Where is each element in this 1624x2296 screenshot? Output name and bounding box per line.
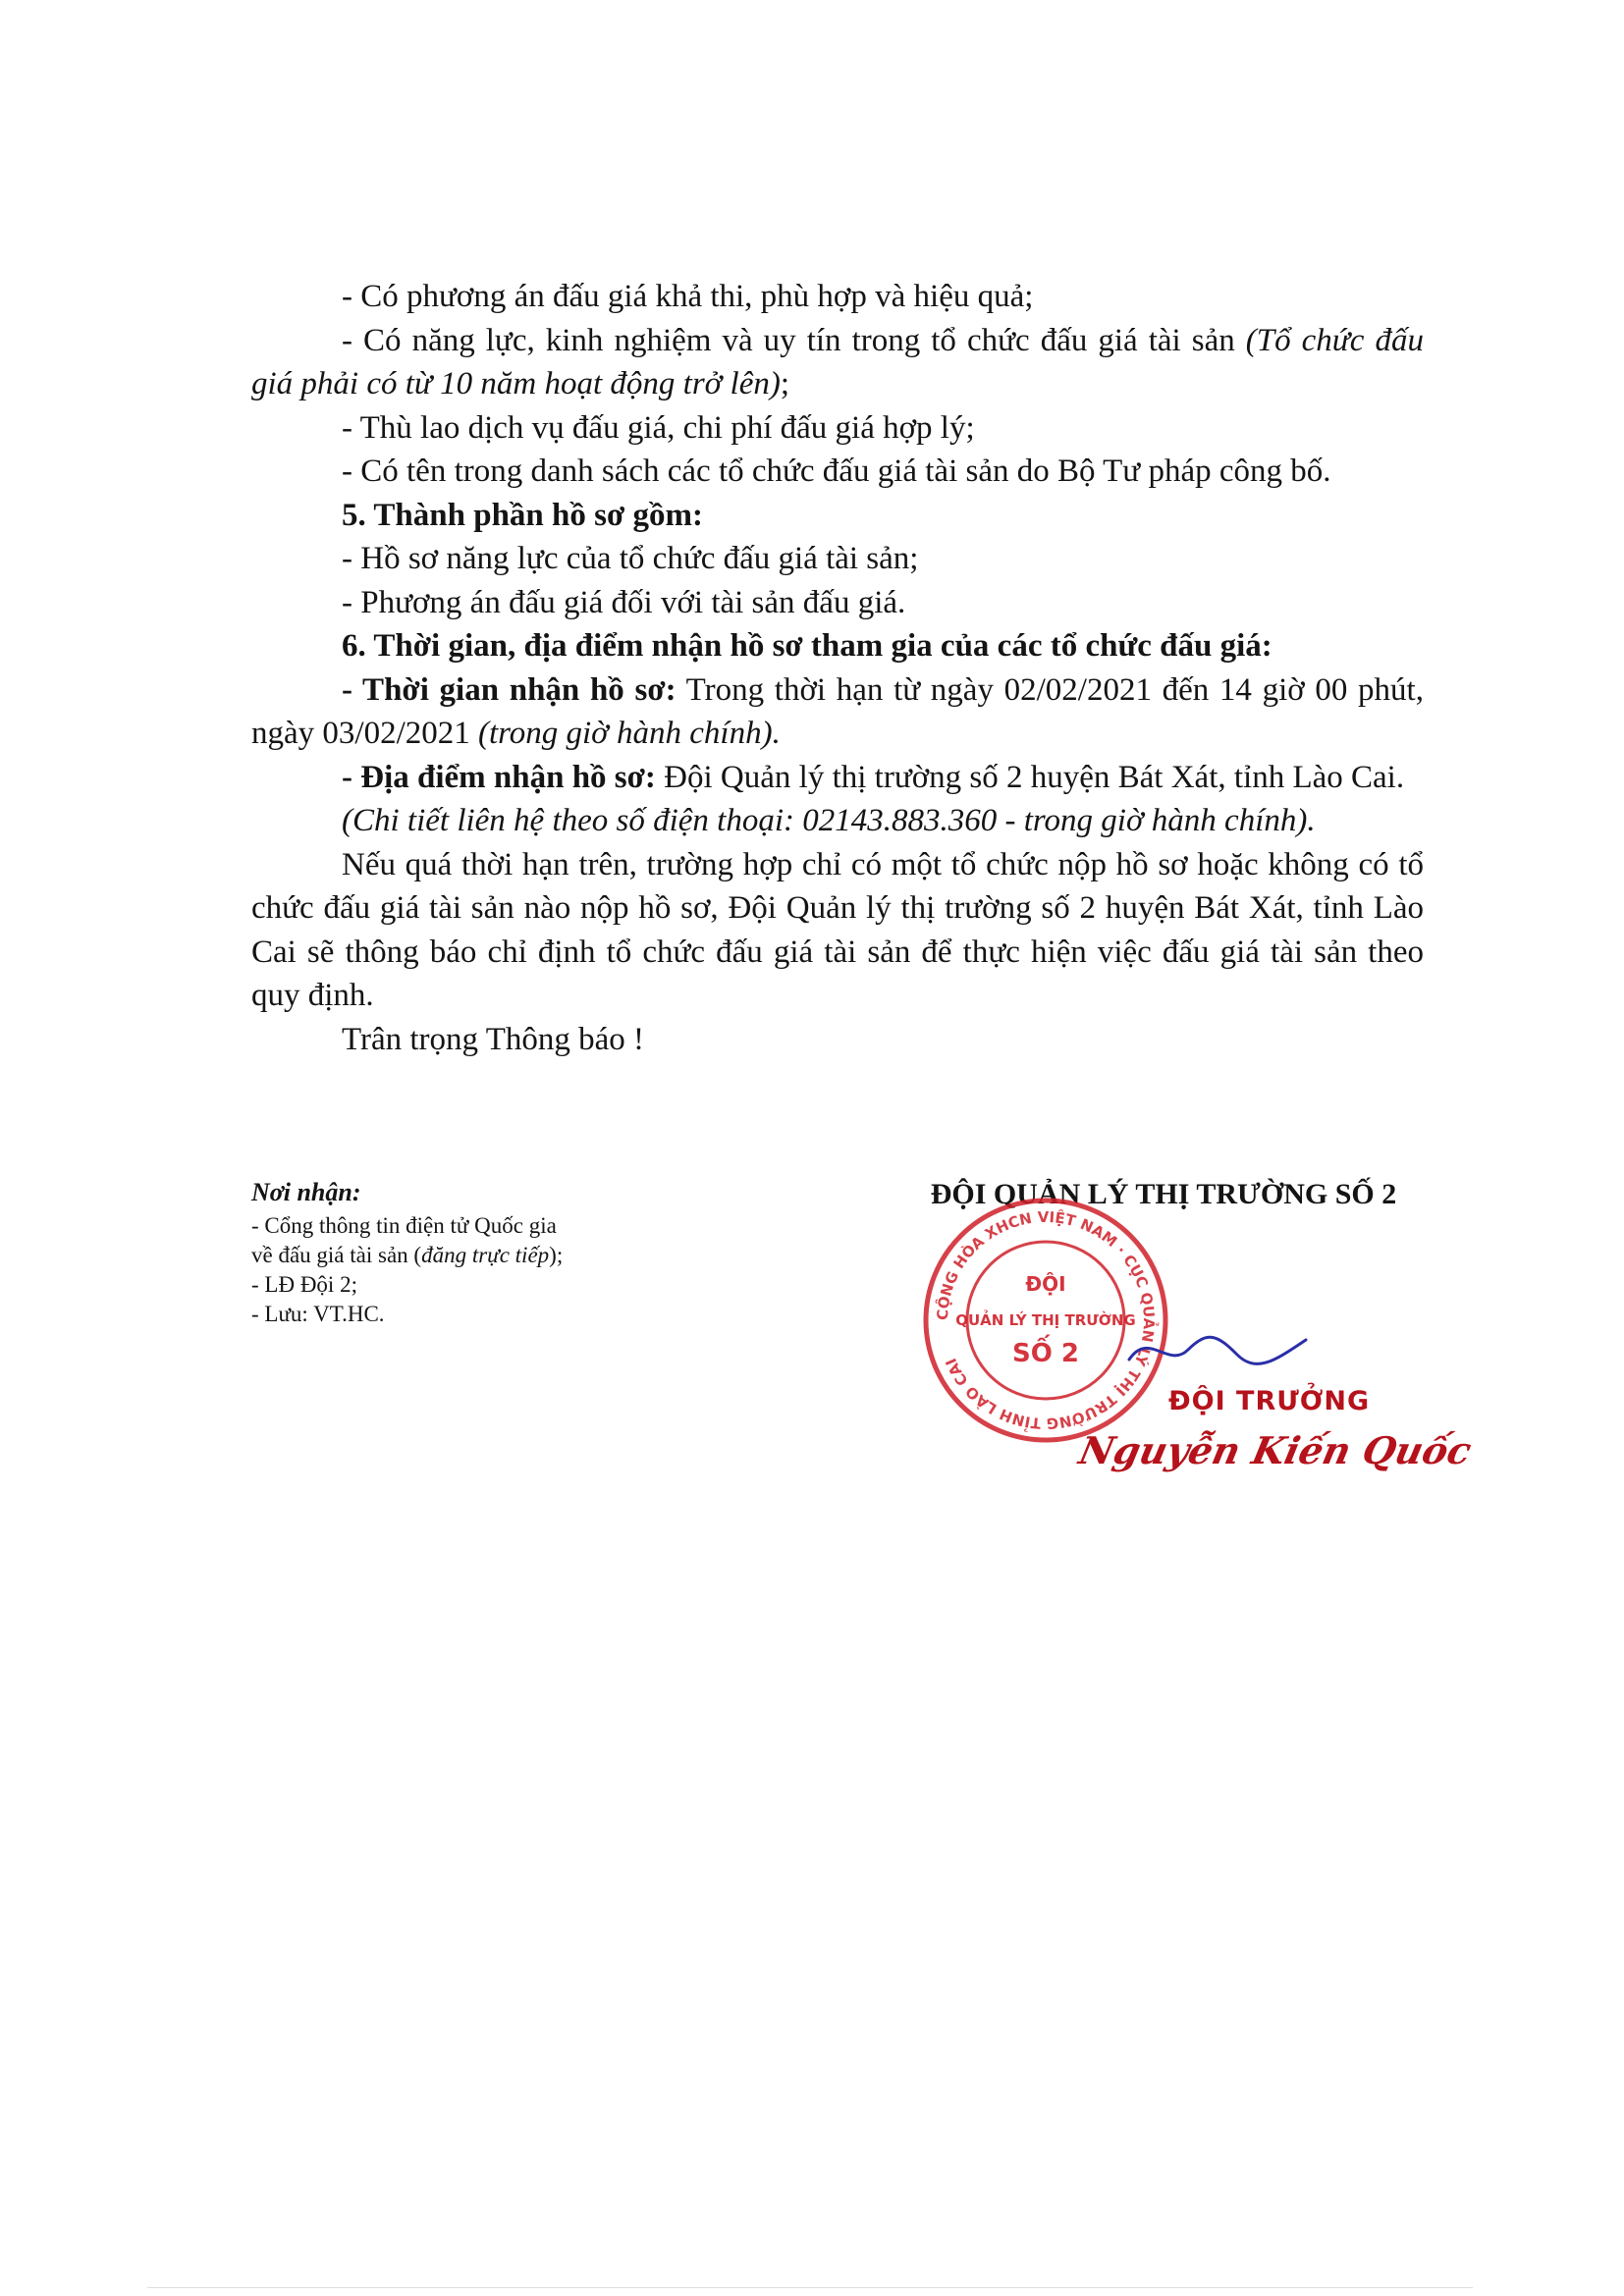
handwritten-signature (1119, 1320, 1316, 1379)
criterion-2 (251, 319, 1424, 406)
receipt-time-value: Trong thời hạn từ ngày 02/02/2021 đến 14 giờ 00 phút, ngày 03/02/2021 (251, 671, 1424, 751)
stamp-outer-text: CỘNG HÒA XHCN VIỆT NAM · CỤC QUẢN LÝ THỊ TRƯỜNG TỈNH LÀO CAI (933, 1207, 1159, 1433)
receipt-time-label: - Thời gian nhận hồ sơ: (342, 671, 677, 708)
receipt-place (251, 756, 1424, 800)
signing-organization: ĐỘI QUẢN LÝ THỊ TRƯỜNG SỐ 2 (930, 1178, 1397, 1210)
section-5-item-2: - Phương án đấu giá đối với tài sản đấu giá. (342, 584, 906, 620)
section-5-item-1: - Hồ sơ năng lực của tổ chức đấu giá tài sản; (342, 541, 919, 576)
recipient-item-1b (251, 1241, 703, 1270)
receipt-time-note: (trong giờ hành chính). (477, 716, 781, 751)
criterion-4: - Có tên trong danh sách các tổ chức đấu giá tài sản do Bộ Tư pháp công bố. (342, 454, 1331, 489)
criterion-2-end: ; (780, 366, 789, 401)
contact-note: (Chi tiết liên hệ theo số điện thoại: 02143.883.360 - trong giờ hành chính). (342, 803, 1316, 838)
signer-name: Nguyễn Kiến Quốc (1075, 1428, 1476, 1472)
stamp-line-1: ĐỘI (1025, 1272, 1066, 1296)
recipient-item-3: - Lưu: VT.HC. (251, 1302, 385, 1326)
section-6-heading: 6. Thời gian, địa điểm nhận hồ sơ tham gia của các tổ chức đấu giá: (342, 628, 1272, 664)
receipt-place-value: Đội Quản lý thị trường số 2 huyện Bát Xát, tỉnh Lào Cai. (655, 759, 1405, 795)
section-5-heading: 5. Thành phần hồ sơ gồm: (342, 497, 703, 533)
document-body (251, 275, 1424, 1061)
stamp-line-3: SỐ 2 (1012, 1339, 1079, 1368)
receipt-place-label: - Địa điểm nhận hồ sơ: (342, 759, 656, 795)
criterion-2-note: (Tổ chức đấu giá phải có từ 10 năm hoạt động trở lên) (251, 322, 1424, 401)
recipient-item-1b-italic: đăng trực tiếp (421, 1243, 550, 1267)
criterion-1: - Có phương án đấu giá khả thi, phù hợp và hiệu quả; (342, 279, 1034, 314)
stamp-line-2: QUẢN LÝ THỊ TRƯỜNG (955, 1311, 1136, 1329)
recipient-item-2: - LĐ Đội 2; (251, 1272, 357, 1297)
recipients-block (251, 1178, 703, 1329)
closing-paragraph: Nếu quá thời hạn trên, trường hợp chỉ có một tổ chức nộp hồ sơ hoặc không có tổ chức đấu giá tài sản nào nộp hồ sơ, Đội Quản lý thị trường số 2 huyện Bát Xát, tỉnh Lào Cai sẽ thông báo chỉ định tổ chức đấu giá tài sản để thực hiện việc đấu giá tài sản theo quy định. (251, 846, 1424, 1013)
criterion-3: - Thù lao dịch vụ đấu giá, chi phí đấu giá hợp lý; (342, 409, 975, 446)
receipt-time (251, 668, 1424, 756)
criterion-2-text: - Có năng lực, kinh nghiệm và uy tín trong tổ chức đấu giá tài sản (342, 322, 1246, 358)
recipients-title: Nơi nhận: (251, 1178, 361, 1206)
recipient-item-1a: - Cổng thông tin điện tử Quốc gia (251, 1213, 557, 1238)
page-bottom-rule (147, 2287, 1473, 2288)
recipient-item-1b-end: ); (549, 1243, 564, 1267)
regards-line: Trân trọng Thông báo ! (342, 1021, 644, 1057)
recipient-item-1b-text: về đấu giá tài sản ( (251, 1243, 422, 1267)
signer-role: ĐỘI TRƯỞNG (1168, 1386, 1371, 1416)
